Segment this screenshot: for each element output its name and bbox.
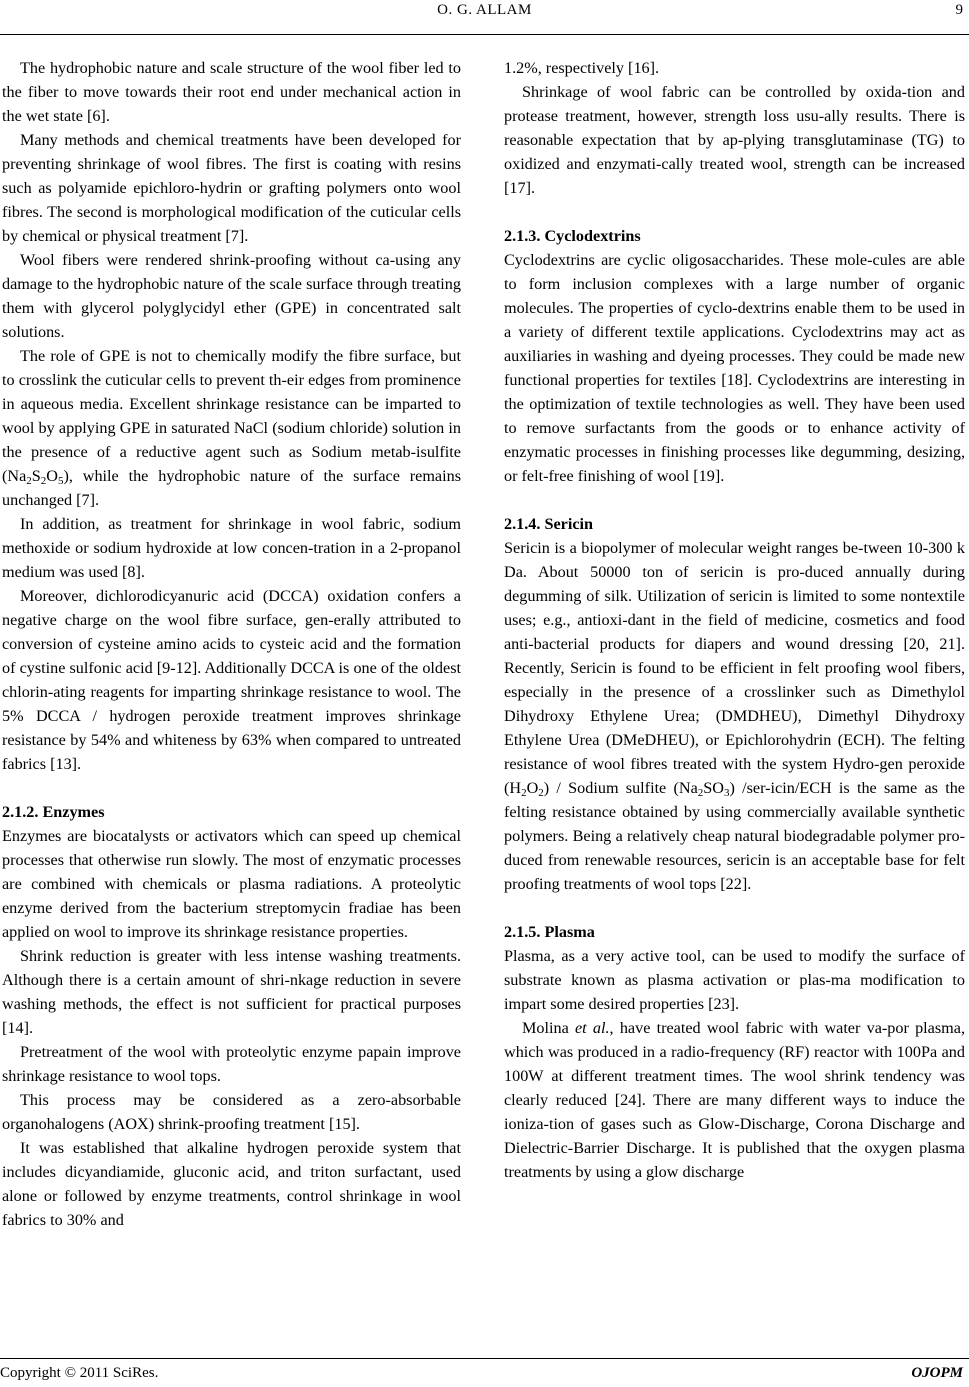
- text-run: S: [31, 467, 41, 485]
- paragraph: Shrinkage of wool fabric can be controlled by oxida-tion and protease treatment, however, strength loss usu-ally results. There is reasonable expectation that by ap-plying transglutaminase (TG) to oxidized and enzymati-cally treated wool, strength can be increased [17].: [504, 83, 965, 197]
- paragraph: In addition, as treatment for shrinkage in wool fabric, sodium methoxide or sodium hydroxide at low concen-tration in a 2-propanol medium was used [8].: [2, 515, 461, 581]
- paragraph: Cyclodextrins are cyclic oligosaccharides. These mole-cules are able to form inclusion complexes with a large number of organic molecules. The properties of cyclo-dextrins enable them to be used in a variety of different textile applications. Cyclodextrins may act as auxiliaries in washing and dyeing processes. They could be made new functional properties for textiles [18]. Cyclodextrins are interesting in the optimization of textile technologies as well. They have been used to remove surfactants from the goods or to enhance activity of enzymatic processes in finishing processes like degumming, desizing, or felt-free finishing of wool [19].: [504, 251, 965, 485]
- text-run: Sericin is a biopolymer of molecular weight ranges be-tween 10-300 k Da. About 50000 ton of sericin is pro-duced annually during degumming of silk. Utilization of sericin is limited to some nontextile uses; e.g., antioxi-dant in the field of medicine, cosmetics and food anti-bacterial products for diapers and wound dressing [20, 21]. Recently, Sericin is found to be efficient in felt proofing wool fibers, especially in the presence of a crosslinker such as Dimethylol Dihydroxy Ethylene Urea; (DMDHEU), Dimethyl Dihydroxy Ethylene Urea (DMeDHEU), or Epichlorohydrin (ECH). The felting resistance of wool fibres treated with the system Hydro-gen peroxide (H: [504, 539, 965, 797]
- text-run: ) / Sodium sulfite (Na: [543, 779, 698, 797]
- text-run: ) /ser-icin/ECH is the same as the felting resistance obtained by using commercially available synthetic polymers. Being a relatively cheap natural biodegradable polymer pro-duced from renewable resources, sericin is an acceptable base for felt proofing treatments of wool tops [22].: [504, 779, 965, 893]
- section-heading: 2.1.2. Enzymes: [2, 803, 105, 821]
- text-run: O: [46, 467, 58, 485]
- text-run: SO: [703, 779, 724, 797]
- paragraph: Enzymes are biocatalysts or activators which can speed up chemical processes that otherwise run slowly. The most of enzymatic processes are combined with chemicals or plasma radiations. A proteolytic enzyme derived from the bacterium streptomycin fradiae has been applied on wool to improve its shrinkage resistance properties.: [2, 827, 461, 941]
- paragraph: [504, 536, 965, 896]
- paragraph: Wool fibers were rendered shrink-proofing without ca-using any damage to the hydrophobic nature of the scale surface through treating them with glycerol polyglycidyl ether (GPE) in concentrated salt solutions.: [2, 251, 461, 341]
- page-footer: [0, 1358, 969, 1387]
- paragraph: 1.2%, respectively [16].: [504, 59, 660, 77]
- paragraph: Many methods and chemical treatments have been developed for preventing shrinkage of wool fibres. The first is coating with resins such as polyamide epichloro-hydrin or grafting polymers onto wool fibres. The second is morphological modification of the cuticular cells by chemical or physical treatment [7].: [2, 131, 461, 245]
- journal-abbreviation: OJOPM: [911, 1365, 963, 1381]
- subscript: 2: [26, 475, 32, 487]
- paragraph: It was established that alkaline hydrogen peroxide system that includes dicyandiamide, gluconic acid, and triton surfactant, used alone or followed by enzyme treatments, control shrinkage in wool fabrics to 30% and: [2, 1139, 461, 1229]
- text-run: Molina: [522, 1019, 575, 1037]
- paragraph: Pretreatment of the wool with proteolytic enzyme papain improve shrinkage resistance to wool tops.: [2, 1043, 461, 1085]
- subscript: 2: [521, 787, 527, 799]
- italic-text: et al.: [575, 1019, 610, 1037]
- section-heading: 2.1.4. Sericin: [504, 515, 594, 533]
- paragraph: Shrink reduction is greater with less intense washing treatments. Although there is a certain amount of shri-nkage reduction in severe washing methods, the effect is not sufficient for practical purposes [14].: [2, 947, 461, 1037]
- running-head-author: O. G. ALLAM: [437, 2, 532, 18]
- subscript: 2: [40, 475, 47, 487]
- text-run: O: [526, 779, 539, 797]
- subscript: 2: [697, 787, 704, 799]
- paragraph: Moreover, dichlorodicyanuric acid (DCCA) oxidation confers a negative charge on the wool fibre surface, gen-erally attributed to conversion of cysteine amino acids to cysteic acid and the formation of cystine sulfonic acid [9-12]. Additionally DCCA is one of the oldest chlorin-ating reagents for imparting shrinkage resistance to wool. The 5% DCCA / hydrogen peroxide treatment improves shrinkage resistance by 54% and whiteness by 63% when compared to untreated fabrics [13].: [2, 587, 461, 773]
- text-run: ), while the hydrophobic nature of the surface remains unchanged [7].: [2, 467, 461, 509]
- right-column: [504, 56, 965, 1184]
- paragraph: Plasma, as a very active tool, can be used to modify the surface of substrate known as plasma activation or plas-ma modification to impart some desired properties [23].: [504, 947, 965, 1013]
- text-run: The role of GPE is not to chemically modify the fibre surface, but to crosslink the cuticular cells to prevent th-eir edges from prominence in aqueous media. Excellent shrinkage resistance can be imparted to wool by applying GPE in saturated NaCl (sodium chloride) solution in the presence of a reductive agent such as Sodium metab-isulfite (Na: [2, 347, 461, 485]
- left-column: [2, 56, 461, 1232]
- page-number: 9: [955, 2, 963, 18]
- paragraph: The hydrophobic nature and scale structure of the wool fiber led to the fiber to move towards their root end under mechanical action in the wet state [6].: [2, 59, 461, 125]
- text-run: , have treated wool fabric with water va-por plasma, which was produced in a radio-frequency (RF) reactor with 100Pa and 100W at different treatment times. The wool shrink tendency was clearly reduced [24]. There are many different ways to induce the ioniza-tion of gases such as Glow-Discharge, Corona Discharge and Dielectric-Barrier Discharge. It is published that the oxygen plasma treatments by using a glow discharge: [504, 1019, 965, 1181]
- paragraph: [2, 344, 461, 512]
- subscript: 3: [723, 787, 730, 799]
- paragraph: This process may be considered as a zero-absorbable organohalogens (AOX) shrink-proofing treatment [15].: [2, 1091, 461, 1133]
- page-header: [0, 0, 969, 35]
- section-heading: 2.1.3. Cyclodextrins: [504, 227, 641, 245]
- copyright-notice: Copyright © 2011 SciRes.: [0, 1365, 159, 1381]
- subscript: 2: [538, 787, 544, 799]
- section-heading: 2.1.5. Plasma: [504, 923, 595, 941]
- paragraph: [504, 1016, 965, 1184]
- subscript: 5: [57, 475, 64, 487]
